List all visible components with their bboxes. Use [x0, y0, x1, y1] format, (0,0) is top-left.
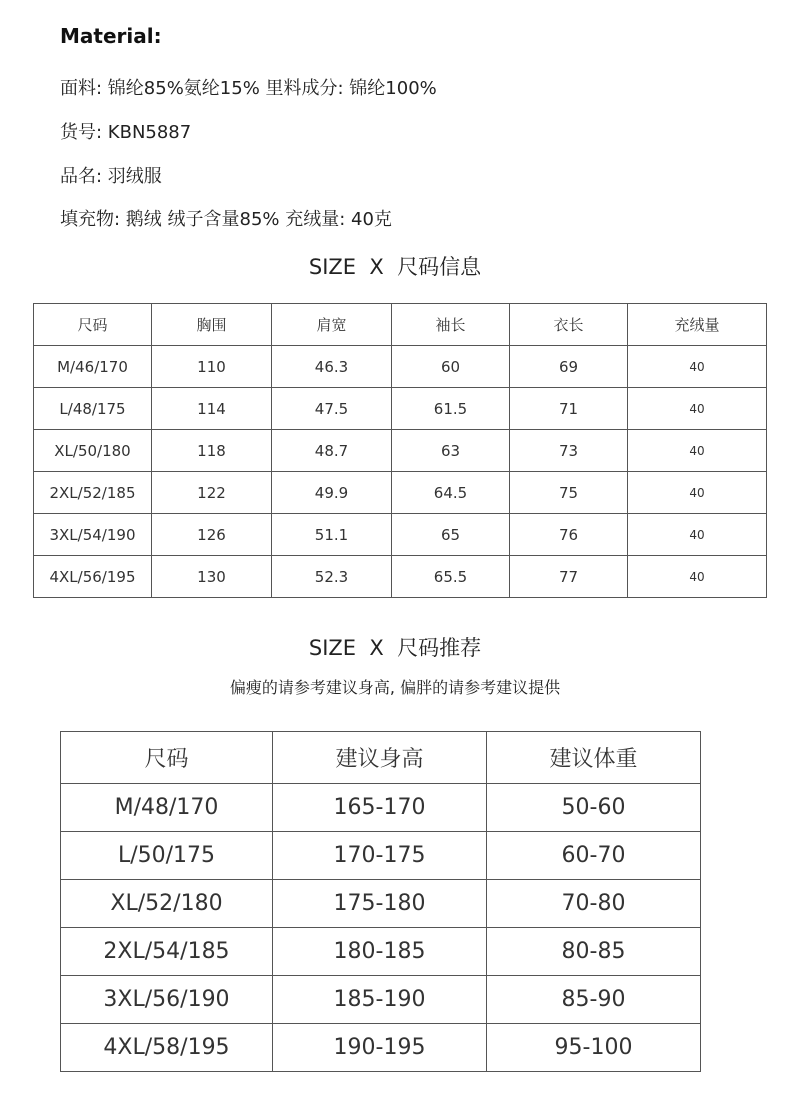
cell-size: 3XL/54/190: [34, 514, 152, 556]
size-recommend-table: [60, 731, 701, 1072]
cell-length: 75: [510, 472, 628, 514]
header-chest: 胸围: [152, 304, 272, 346]
cell-size: M/48/170: [61, 784, 273, 832]
cell-weight: 85-90: [487, 976, 701, 1024]
header-shoulder: 肩宽: [272, 304, 392, 346]
cell-shoulder: 49.9: [272, 472, 392, 514]
cell-down-fill: 40: [628, 472, 767, 514]
cell-size: 4XL/58/195: [61, 1024, 273, 1072]
cell-length: 76: [510, 514, 628, 556]
cell-shoulder: 46.3: [272, 346, 392, 388]
cell-length: 73: [510, 430, 628, 472]
table-row: [34, 514, 767, 556]
cell-height: 185-190: [273, 976, 487, 1024]
material-heading: Material:: [60, 24, 162, 48]
cell-sleeve: 64.5: [392, 472, 510, 514]
cell-height: 190-195: [273, 1024, 487, 1072]
cell-sleeve: 63: [392, 430, 510, 472]
cell-length: 69: [510, 346, 628, 388]
table-row: [34, 430, 767, 472]
size-info-title: SIZE X 尺码信息: [308, 255, 482, 279]
cell-down-fill: 40: [628, 556, 767, 598]
cell-size: 3XL/56/190: [61, 976, 273, 1024]
cell-chest: 122: [152, 472, 272, 514]
cell-height: 165-170: [273, 784, 487, 832]
header-sleeve: 袖长: [392, 304, 510, 346]
cell-weight: 70-80: [487, 880, 701, 928]
cell-size: XL/50/180: [34, 430, 152, 472]
cell-weight: 80-85: [487, 928, 701, 976]
cell-chest: 114: [152, 388, 272, 430]
cell-sleeve: 61.5: [392, 388, 510, 430]
cell-chest: 110: [152, 346, 272, 388]
cell-size: 2XL/52/185: [34, 472, 152, 514]
size-recommend-header-row: [61, 732, 701, 784]
cell-weight: 50-60: [487, 784, 701, 832]
cell-length: 77: [510, 556, 628, 598]
fabric-line: 面料: 锦纶85%氨纶15% 里料成分: 锦纶100%: [60, 78, 437, 99]
cell-size: 4XL/56/195: [34, 556, 152, 598]
cell-weight: 95-100: [487, 1024, 701, 1072]
size-recommend-note: 偏瘦的请参考建议身高, 偏胖的请参考建议提供: [229, 678, 561, 697]
cell-size: 2XL/54/185: [61, 928, 273, 976]
cell-sleeve: 65: [392, 514, 510, 556]
cell-size: M/46/170: [34, 346, 152, 388]
size-info-table: [33, 303, 767, 598]
cell-height: 170-175: [273, 832, 487, 880]
table-row: [34, 556, 767, 598]
cell-size: XL/52/180: [61, 880, 273, 928]
table-row: [34, 388, 767, 430]
cell-size: L/50/175: [61, 832, 273, 880]
table-row: [61, 880, 701, 928]
table-row: [61, 976, 701, 1024]
header-suggested-height: 建议身高: [273, 732, 487, 784]
cell-height: 175-180: [273, 880, 487, 928]
cell-shoulder: 47.5: [272, 388, 392, 430]
size-info-header-row: [34, 304, 767, 346]
cell-size: L/48/175: [34, 388, 152, 430]
table-row: [61, 784, 701, 832]
table-row: [34, 472, 767, 514]
header-suggested-weight: 建议体重: [487, 732, 701, 784]
cell-chest: 118: [152, 430, 272, 472]
table-row: [61, 928, 701, 976]
header-down-fill: 充绒量: [628, 304, 767, 346]
material-section: [60, 22, 437, 230]
cell-length: 71: [510, 388, 628, 430]
table-row: [34, 346, 767, 388]
header-size: 尺码: [34, 304, 152, 346]
cell-shoulder: 48.7: [272, 430, 392, 472]
item-number-line: 货号: KBN5887: [60, 122, 192, 143]
table-row: [61, 832, 701, 880]
cell-chest: 130: [152, 556, 272, 598]
cell-height: 180-185: [273, 928, 487, 976]
size-recommend-title: SIZE X 尺码推荐: [308, 636, 482, 660]
header-size: 尺码: [61, 732, 273, 784]
cell-sleeve: 60: [392, 346, 510, 388]
cell-down-fill: 40: [628, 346, 767, 388]
cell-weight: 60-70: [487, 832, 701, 880]
cell-down-fill: 40: [628, 388, 767, 430]
cell-chest: 126: [152, 514, 272, 556]
filling-line: 填充物: 鹅绒 绒子含量85% 充绒量: 40克: [60, 209, 392, 230]
header-length: 衣长: [510, 304, 628, 346]
cell-sleeve: 65.5: [392, 556, 510, 598]
cell-down-fill: 40: [628, 430, 767, 472]
table-row: [61, 1024, 701, 1072]
cell-shoulder: 52.3: [272, 556, 392, 598]
cell-down-fill: 40: [628, 514, 767, 556]
product-name-line: 品名: 羽绒服: [60, 166, 162, 187]
cell-shoulder: 51.1: [272, 514, 392, 556]
